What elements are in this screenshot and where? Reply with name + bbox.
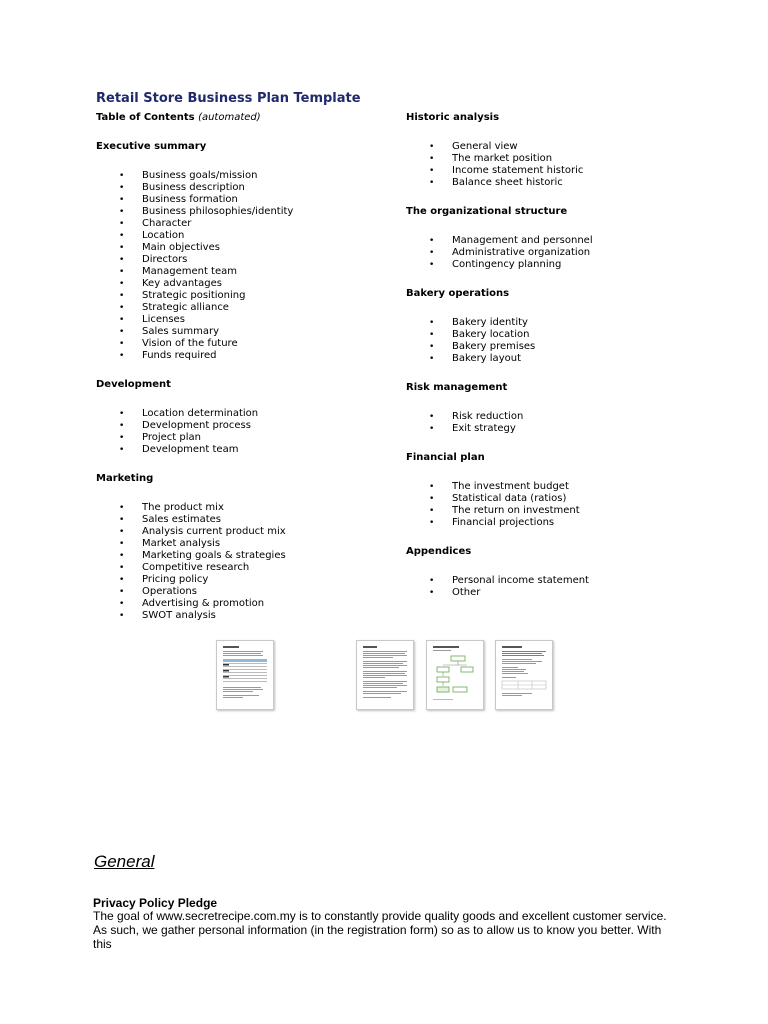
list-item: [96, 562, 386, 574]
list-item: [96, 610, 386, 622]
bullet-icon: •: [429, 424, 435, 434]
list-item-text: Risk reduction: [452, 411, 524, 422]
list-item: [406, 177, 726, 189]
list-item-text: Development process: [142, 420, 251, 431]
bullet-icon: •: [119, 351, 125, 361]
bullet-icon: •: [119, 327, 125, 337]
list-item-text: Strategic positioning: [142, 290, 246, 301]
list-item-text: Licenses: [142, 314, 185, 325]
list-item: [96, 514, 386, 526]
list-item: [96, 350, 386, 362]
list-item: [406, 141, 726, 153]
list-item: [96, 326, 386, 338]
list-item-text: Main objectives: [142, 242, 220, 253]
bullet-icon: •: [119, 339, 125, 349]
toc-right-column: [406, 112, 726, 616]
bullet-icon: •: [119, 171, 125, 181]
bullet-icon: •: [429, 330, 435, 340]
bullet-icon: •: [119, 575, 125, 585]
list-item: [96, 302, 386, 314]
list-item: [96, 266, 386, 278]
section-item-list: [406, 317, 726, 365]
list-item-text: General view: [452, 141, 518, 152]
bullet-icon: •: [119, 207, 125, 217]
list-item: [96, 432, 386, 444]
list-item: [406, 423, 726, 435]
list-item: [96, 538, 386, 550]
list-item: [96, 408, 386, 420]
list-item: [406, 353, 726, 365]
list-item-text: The product mix: [142, 502, 224, 513]
toc-section: [406, 288, 726, 365]
privacy-policy-body: The goal of www.secretrecipe.com.my is to constantly provide quality goods and excellent customer service. As such, we gather personal information (in the registration form) so as to allow us to know you better. With this: [93, 909, 667, 951]
list-item-text: Business description: [142, 182, 245, 193]
list-item: [96, 420, 386, 432]
table-page-graphic: [217, 641, 273, 709]
toc-left-column: [96, 112, 386, 639]
bullet-icon: •: [119, 291, 125, 301]
list-item: [406, 575, 726, 587]
toc-section: [96, 379, 386, 456]
bullet-icon: •: [429, 506, 435, 516]
org-chart-page-thumbnail-icon[interactable]: [426, 640, 484, 710]
right-sections: [406, 112, 726, 599]
list-item-text: SWOT analysis: [142, 610, 216, 621]
list-item-text: Key advantages: [142, 278, 222, 289]
list-item-text: Advertising & promotion: [142, 598, 265, 609]
list-item-text: Location determination: [142, 408, 259, 419]
section-heading: Financial plan: [406, 452, 485, 463]
bullet-icon: •: [119, 409, 125, 419]
list-item-text: Sales summary: [142, 326, 219, 337]
list-item: [96, 338, 386, 350]
bullet-icon: •: [429, 354, 435, 364]
list-item-text: Exit strategy: [452, 423, 516, 434]
section-item-list: [96, 408, 386, 456]
list-item: [406, 153, 726, 165]
bullet-icon: •: [429, 518, 435, 528]
list-item: [96, 444, 386, 456]
bullet-icon: •: [119, 183, 125, 193]
form-page-graphic: [496, 641, 552, 709]
list-item: [96, 598, 386, 610]
bullet-icon: •: [429, 178, 435, 188]
list-item: [406, 481, 726, 493]
list-item: [406, 235, 726, 247]
list-item-text: Funds required: [142, 350, 217, 361]
section-heading: Appendices: [406, 546, 472, 557]
list-item-text: Strategic alliance: [142, 302, 229, 313]
list-item-text: Business formation: [142, 194, 238, 205]
list-item: [96, 526, 386, 538]
bullet-icon: •: [119, 219, 125, 229]
list-item-text: The return on investment: [452, 505, 580, 516]
bullet-icon: •: [429, 588, 435, 598]
bullet-icon: •: [429, 318, 435, 328]
bullet-icon: •: [119, 551, 125, 561]
form-page-thumbnail-icon[interactable]: [495, 640, 553, 710]
list-item-text: Management team: [142, 266, 237, 277]
list-item-text: Financial projections: [452, 517, 555, 528]
list-item: [96, 278, 386, 290]
section-heading: Bakery operations: [406, 288, 510, 299]
toc-section: [406, 206, 726, 271]
list-item-text: Business goals/mission: [142, 170, 258, 181]
section-item-list: [406, 235, 726, 271]
bullet-icon: •: [119, 255, 125, 265]
document-title: Retail Store Business Plan Template: [96, 91, 361, 106]
org-chart-page-graphic: [427, 641, 483, 709]
bullet-icon: •: [119, 231, 125, 241]
bullet-icon: •: [429, 248, 435, 258]
bullet-icon: •: [119, 433, 125, 443]
toc-note: (automated): [198, 112, 261, 123]
list-item-text: Location: [142, 230, 185, 241]
list-item-text: Project plan: [142, 432, 201, 443]
bullet-icon: •: [429, 342, 435, 352]
bullet-icon: •: [119, 421, 125, 431]
bullet-icon: •: [429, 494, 435, 504]
section-item-list: [96, 170, 386, 362]
bullet-icon: •: [119, 515, 125, 525]
list-item-text: Management and personnel: [452, 235, 593, 246]
list-item-text: Contingency planning: [452, 259, 562, 270]
list-item-text: Vision of the future: [142, 338, 238, 349]
section-item-list: [406, 141, 726, 189]
list-item: [406, 165, 726, 177]
general-heading: General: [94, 852, 155, 871]
bullet-icon: •: [119, 279, 125, 289]
toc-section: [406, 452, 726, 529]
text-page-thumbnail-icon[interactable]: [356, 640, 414, 710]
list-item: [96, 218, 386, 230]
bullet-icon: •: [119, 267, 125, 277]
list-item-text: Operations: [142, 586, 197, 597]
bullet-icon: •: [429, 412, 435, 422]
list-item: [406, 587, 726, 599]
bullet-icon: •: [119, 303, 125, 313]
list-item-text: Development team: [142, 444, 239, 455]
left-sections: [96, 141, 386, 622]
bullet-icon: •: [119, 315, 125, 325]
list-item-text: Business philosophies/identity: [142, 206, 294, 217]
list-item-text: Administrative organization: [452, 247, 591, 258]
toc-label: [96, 112, 386, 124]
list-item: [96, 194, 386, 206]
bullet-icon: •: [119, 587, 125, 597]
bullet-icon: •: [119, 539, 125, 549]
list-item: [96, 586, 386, 598]
list-item-text: Bakery layout: [452, 353, 521, 364]
list-item-text: Directors: [142, 254, 188, 265]
list-item: [96, 290, 386, 302]
toc-section: [96, 473, 386, 622]
section-item-list: [406, 575, 726, 599]
bullet-icon: •: [119, 243, 125, 253]
toc-label-text: Table of Contents: [96, 112, 195, 123]
list-item: [406, 411, 726, 423]
section-heading: The organizational structure: [406, 206, 568, 217]
list-item-text: Pricing policy: [142, 574, 209, 585]
section-heading: Executive summary: [96, 141, 207, 152]
list-item: [406, 247, 726, 259]
bullet-icon: •: [429, 154, 435, 164]
list-item-text: Analysis current product mix: [142, 526, 286, 537]
privacy-policy-heading: Privacy Policy Pledge: [93, 896, 218, 910]
bullet-icon: •: [119, 195, 125, 205]
bullet-icon: •: [119, 527, 125, 537]
list-item: [96, 230, 386, 242]
list-item-text: Competitive research: [142, 562, 250, 573]
list-item: [96, 550, 386, 562]
section-heading: Risk management: [406, 382, 508, 393]
bullet-icon: •: [119, 563, 125, 573]
table-page-thumbnail-icon[interactable]: [216, 640, 274, 710]
list-item-text: Other: [452, 587, 481, 598]
page-thumbnails: [0, 640, 768, 712]
list-item: [96, 170, 386, 182]
list-item-text: Marketing goals & strategies: [142, 550, 286, 561]
list-item: [96, 254, 386, 266]
section-item-list: [96, 502, 386, 622]
list-item: [96, 574, 386, 586]
bullet-icon: •: [119, 445, 125, 455]
bullet-icon: •: [119, 611, 125, 621]
list-item: [406, 493, 726, 505]
toc-section: [406, 382, 726, 435]
list-item-text: The investment budget: [452, 481, 569, 492]
section-item-list: [406, 481, 726, 529]
bullet-icon: •: [119, 599, 125, 609]
list-item: [406, 317, 726, 329]
list-item: [96, 502, 386, 514]
list-item: [406, 517, 726, 529]
list-item-text: Bakery location: [452, 329, 530, 340]
list-item: [96, 182, 386, 194]
list-item-text: Market analysis: [142, 538, 221, 549]
list-item: [406, 505, 726, 517]
list-item-text: Character: [142, 218, 192, 229]
toc-section: [406, 112, 726, 189]
list-item: [96, 242, 386, 254]
toc-section: [96, 141, 386, 362]
bullet-icon: •: [429, 482, 435, 492]
list-item-text: Sales estimates: [142, 514, 222, 525]
list-item-text: Balance sheet historic: [452, 177, 563, 188]
section-item-list: [406, 411, 726, 435]
toc-section: [406, 546, 726, 599]
section-heading: Historic analysis: [406, 112, 500, 123]
text-page-graphic: [357, 641, 413, 709]
list-item-text: Income statement historic: [452, 165, 584, 176]
list-item-text: Personal income statement: [452, 575, 589, 586]
bullet-icon: •: [429, 166, 435, 176]
list-item: [406, 259, 726, 271]
list-item: [96, 206, 386, 218]
section-heading: Marketing: [96, 473, 154, 484]
list-item: [406, 341, 726, 353]
list-item-text: Bakery premises: [452, 341, 536, 352]
list-item-text: The market position: [452, 153, 553, 164]
section-heading: Development: [96, 379, 171, 390]
bullet-icon: •: [429, 142, 435, 152]
list-item-text: Statistical data (ratios): [452, 493, 567, 504]
bullet-icon: •: [429, 236, 435, 246]
bullet-icon: •: [429, 576, 435, 586]
list-item: [406, 329, 726, 341]
bullet-icon: •: [119, 503, 125, 513]
bullet-icon: •: [429, 260, 435, 270]
list-item: [96, 314, 386, 326]
list-item-text: Bakery identity: [452, 317, 528, 328]
